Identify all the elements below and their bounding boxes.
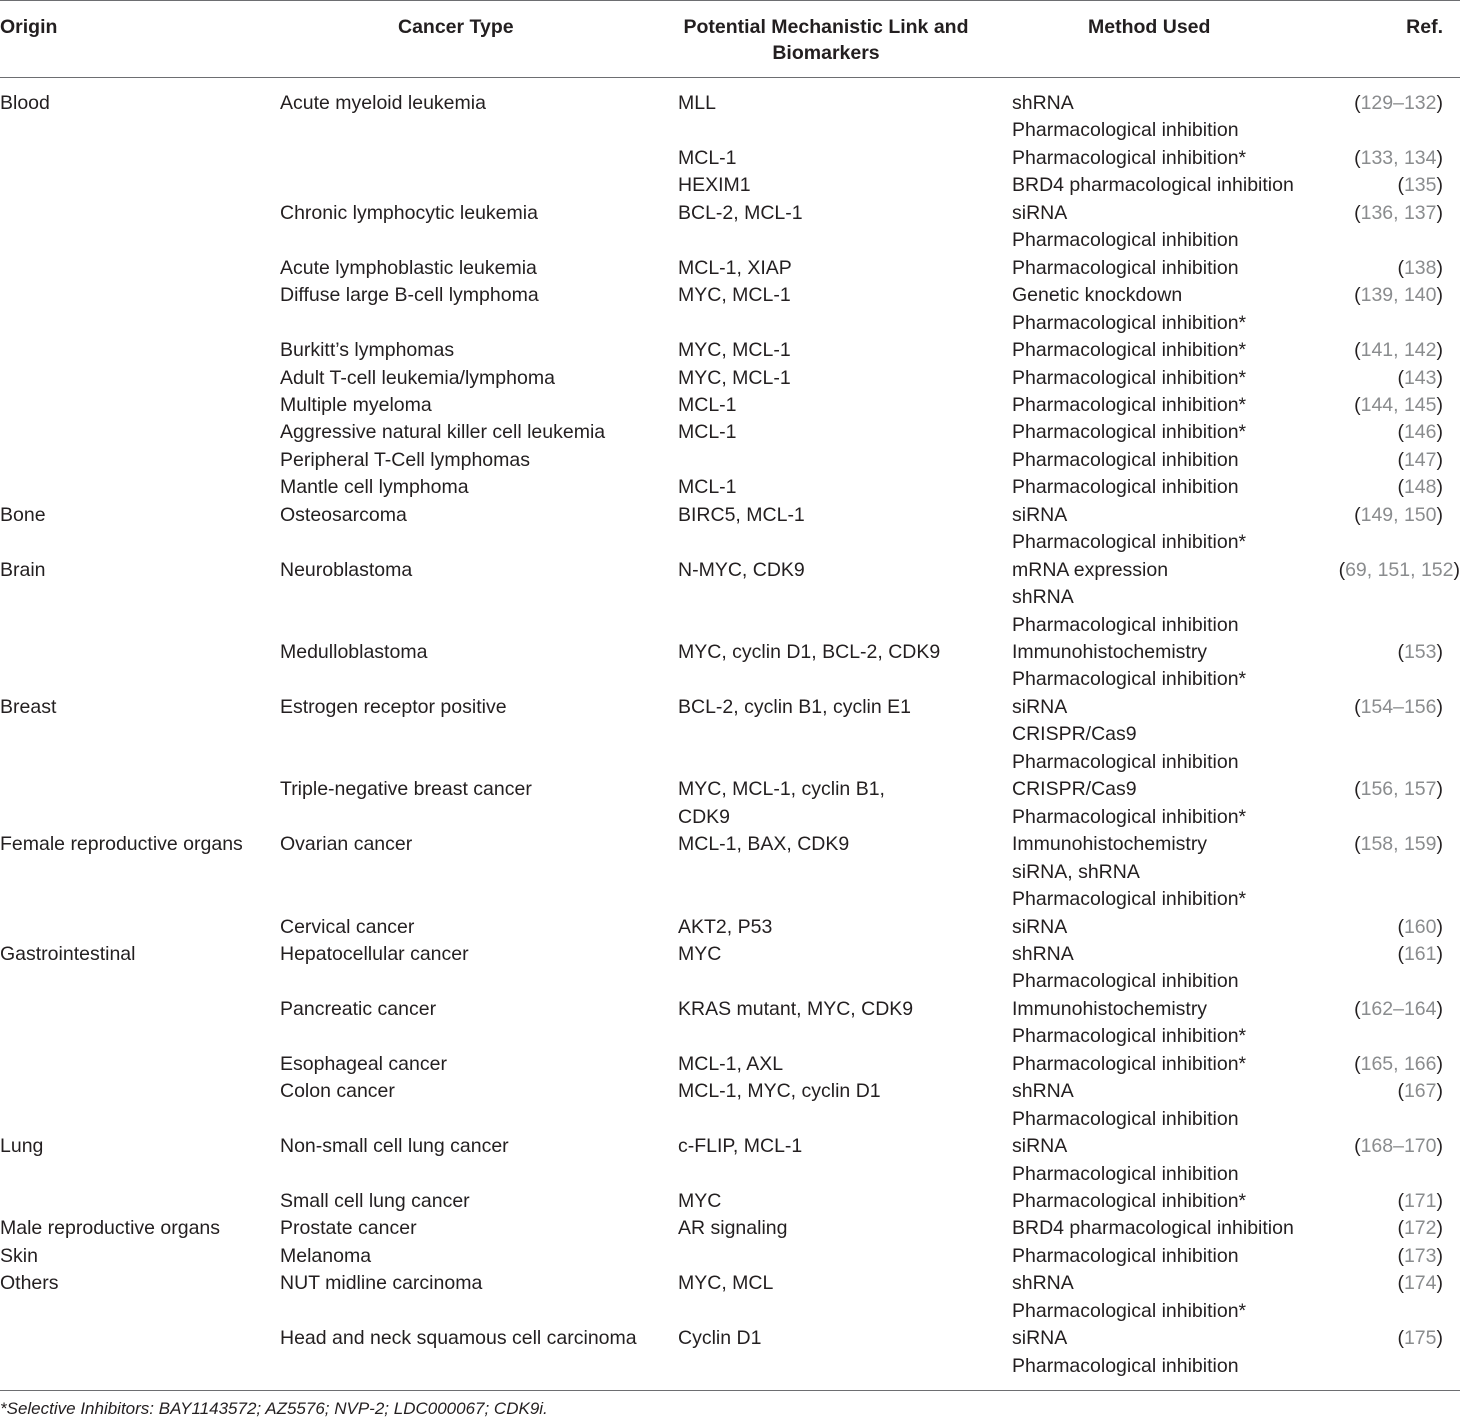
method-cell: Immunohistochemistry — [1012, 641, 1208, 663]
method-cell: Pharmacological inhibition — [1012, 613, 1239, 636]
ref-link[interactable]: 171 — [1403, 1190, 1437, 1212]
method-cell: Pharmacological inhibition — [1012, 229, 1239, 252]
ref-cell[interactable]: (173) — [1397, 1244, 1443, 1267]
ref-cell[interactable]: (149, 150) — [1354, 503, 1443, 526]
ref-cell[interactable]: (167) — [1397, 1080, 1443, 1103]
ref-link[interactable]: 147 — [1403, 448, 1437, 471]
ref-cell[interactable]: (147) — [1397, 448, 1443, 471]
ref-link[interactable]: 148 — [1403, 476, 1437, 499]
ref-link[interactable]: 175 — [1403, 1327, 1437, 1350]
method-cell: Pharmacological inhibition* — [1012, 531, 1247, 554]
mechanistic-link-cell: MYC, cyclin D1, BCL-2, CDK9 — [678, 641, 941, 663]
method-cell: Pharmacological inhibition* — [1012, 366, 1247, 389]
method-cell: siRNA — [1012, 915, 1068, 938]
mechanistic-link-cell: MLL — [678, 92, 716, 114]
ref-link[interactable]: 144, 145 — [1360, 393, 1437, 416]
origin-cell: Blood — [0, 92, 50, 114]
mechanistic-link-cell: BCL-2, MCL-1 — [678, 201, 803, 224]
ref-link[interactable]: 69, 151, 152 — [1345, 558, 1454, 581]
mechanistic-link-cell: AR signaling — [678, 1217, 788, 1240]
header-method: Method Used — [1088, 16, 1211, 38]
method-cell: siRNA — [1012, 1135, 1068, 1158]
ref-cell[interactable]: (146) — [1397, 421, 1443, 444]
method-cell: Pharmacological inhibition — [1012, 1354, 1239, 1377]
ref-link[interactable]: 149, 150 — [1360, 503, 1437, 526]
method-cell: siRNA — [1012, 695, 1068, 718]
method-cell: shRNA — [1012, 586, 1074, 609]
method-cell: Pharmacological inhibition* — [1012, 888, 1247, 911]
method-cell: Pharmacological inhibition* — [1012, 668, 1247, 691]
ref-cell[interactable]: (160) — [1397, 915, 1443, 938]
header-cancer-type: Cancer Type — [398, 16, 514, 38]
cancer-type-cell: Diffuse large B-cell lymphoma — [280, 284, 539, 307]
origin-cell: Bone — [0, 503, 46, 526]
mechanistic-link-cell: MCL-1 — [678, 393, 737, 416]
method-cell: Pharmacological inhibition — [1012, 970, 1239, 993]
ref-link[interactable]: 138 — [1403, 256, 1437, 279]
mechanistic-link-cell: MCL-1 — [678, 476, 737, 499]
origin-cell: Breast — [0, 695, 57, 718]
ref-link[interactable]: 139, 140 — [1360, 284, 1437, 307]
ref-cell[interactable]: (162–164) — [1354, 997, 1443, 1020]
method-cell: Pharmacological inhibition — [1012, 1107, 1239, 1130]
cancer-type-cell: Head and neck squamous cell carcinoma — [280, 1327, 637, 1350]
cancer-type-cell: Neuroblastoma — [280, 558, 413, 581]
cancer-type-cell: Multiple myeloma — [280, 393, 432, 416]
method-cell: Pharmacological inhibition — [1012, 1244, 1239, 1267]
mechanistic-link-cell: KRAS mutant, MYC, CDK9 — [678, 997, 914, 1020]
method-cell: Pharmacological inhibition* — [1012, 421, 1247, 444]
ref-cell[interactable]: (136, 137) — [1354, 201, 1443, 224]
footnote: *Selective Inhibitors: BAY1143572; AZ5576; NVP-2; LDC000067; CDK9i. — [0, 1399, 548, 1418]
method-cell: shRNA — [1012, 1080, 1074, 1103]
ref-link[interactable]: 167 — [1403, 1080, 1437, 1103]
mechanistic-link-cell: AKT2, P53 — [678, 915, 773, 938]
method-cell: siRNA — [1012, 503, 1068, 526]
mechanistic-link-cell: N-MYC, CDK9 — [678, 558, 805, 581]
method-cell: siRNA, shRNA — [1012, 860, 1140, 883]
ref-link[interactable]: 135 — [1403, 174, 1437, 197]
mechanistic-link-cell: MCL-1, AXL — [678, 1052, 784, 1075]
table-header — [0, 0, 1460, 78]
ref-link[interactable]: 165, 166 — [1360, 1052, 1437, 1075]
mechanistic-link-cell: CDK9 — [678, 805, 731, 828]
cancer-type-cell: Acute lymphoblastic leukemia — [280, 256, 537, 279]
ref-link[interactable]: 141, 142 — [1360, 339, 1437, 362]
cancer-type-cell: Small cell lung cancer — [280, 1190, 470, 1212]
ref-cell[interactable]: (133, 134) — [1354, 146, 1443, 169]
method-cell: siRNA — [1012, 1327, 1068, 1350]
ref-cell[interactable]: (161) — [1397, 942, 1443, 965]
ref-cell[interactable]: (139, 140) — [1354, 284, 1443, 307]
cancer-type-cell: Burkitt’s lymphomas — [280, 339, 455, 362]
method-cell: shRNA — [1012, 1272, 1074, 1295]
ref-cell[interactable]: (172) — [1397, 1217, 1443, 1240]
ref-cell[interactable]: (175) — [1397, 1327, 1443, 1350]
ref-link[interactable]: 156, 157 — [1360, 778, 1437, 801]
method-cell: Pharmacological inhibition* — [1012, 339, 1247, 362]
ref-cell[interactable]: (174) — [1397, 1272, 1443, 1295]
mechanistic-link-cell: MCL-1, BAX, CDK9 — [678, 833, 850, 856]
method-cell: Genetic knockdown — [1012, 284, 1183, 307]
mechanistic-link-cell: MYC, MCL-1 — [678, 339, 791, 362]
ref-cell[interactable]: (138) — [1397, 256, 1443, 279]
mechanistic-link-cell: MCL-1 — [678, 146, 737, 169]
cancer-type-cell: Aggressive natural killer cell leukemia — [280, 421, 606, 444]
header-origin: Origin — [0, 16, 58, 38]
method-cell: Pharmacological inhibition — [1012, 256, 1239, 279]
ref-cell[interactable]: (129–132) — [1354, 92, 1443, 114]
cancer-type-cell: Colon cancer — [280, 1080, 395, 1103]
method-cell: shRNA — [1012, 92, 1074, 114]
method-cell: Immunohistochemistry — [1012, 997, 1208, 1020]
ref-link[interactable]: 160 — [1403, 915, 1437, 938]
cancer-type-cell: Medulloblastoma — [280, 641, 428, 663]
ref-link[interactable]: 173 — [1403, 1244, 1437, 1267]
method-cell: Pharmacological inhibition* — [1012, 1052, 1247, 1075]
cancer-type-cell: Pancreatic cancer — [280, 997, 437, 1020]
mechanistic-link-cell: MYC — [678, 1190, 722, 1212]
mechanistic-link-cell: MYC, MCL-1 — [678, 284, 791, 307]
ref-cell[interactable]: (144, 145) — [1354, 393, 1443, 416]
mechanistic-link-cell: MYC, MCL-1 — [678, 366, 791, 389]
ref-cell[interactable]: (69, 151, 152) — [1338, 558, 1460, 581]
cancer-type-cell: NUT midline carcinoma — [280, 1272, 483, 1295]
ref-link[interactable]: 129–132 — [1360, 92, 1437, 114]
ref-link[interactable]: 153 — [1403, 641, 1437, 663]
origin-cell: Gastrointestinal — [0, 942, 136, 965]
method-cell: BRD4 pharmacological inhibition — [1012, 1217, 1294, 1240]
ref-cell[interactable]: (171) — [1397, 1190, 1443, 1212]
mechanistic-link-cell: MCL-1 — [678, 421, 737, 444]
header-link-line1: Potential Mechanistic Link and — [683, 16, 969, 38]
ref-cell[interactable]: (156, 157) — [1354, 778, 1443, 801]
ref-cell[interactable]: (141, 142) — [1354, 339, 1443, 362]
method-cell: Pharmacological inhibition — [1012, 119, 1239, 142]
ref-link[interactable]: 146 — [1403, 421, 1437, 444]
header-ref: Ref. — [1406, 16, 1443, 38]
ref-link[interactable]: 143 — [1403, 366, 1437, 389]
ref-cell[interactable]: (168–170) — [1354, 1135, 1443, 1158]
ref-link[interactable]: 168–170 — [1360, 1135, 1437, 1158]
mechanistic-link-cell: BIRC5, MCL-1 — [678, 503, 805, 526]
origin-cell: Lung — [0, 1135, 44, 1158]
ref-link[interactable]: 133, 134 — [1360, 146, 1437, 169]
cancer-type-cell: Melanoma — [280, 1244, 372, 1267]
method-cell: Pharmacological inhibition* — [1012, 146, 1247, 169]
ref-cell[interactable]: (165, 166) — [1354, 1052, 1443, 1075]
cancer-type-cell: Non-small cell lung cancer — [280, 1135, 509, 1158]
method-cell: Pharmacological inhibition — [1012, 448, 1239, 471]
method-cell: Pharmacological inhibition* — [1012, 1025, 1247, 1048]
cancer-type-cell: Osteosarcoma — [280, 503, 407, 526]
ref-link[interactable]: 136, 137 — [1360, 201, 1437, 224]
mechanistic-link-cell: c-FLIP, MCL-1 — [678, 1135, 803, 1158]
method-cell: siRNA — [1012, 201, 1068, 224]
cancer-type-cell: Acute myeloid leukemia — [280, 92, 486, 114]
method-cell: Pharmacological inhibition* — [1012, 805, 1247, 828]
cancer-type-cell: Peripheral T-Cell lymphomas — [280, 448, 530, 471]
cancer-type-cell: Esophageal cancer — [280, 1052, 447, 1075]
method-cell: CRISPR/Cas9 — [1012, 778, 1137, 801]
method-cell: Pharmacological inhibition — [1012, 750, 1239, 773]
ref-cell[interactable]: (148) — [1397, 476, 1443, 499]
origin-cell: Male reproductive organs — [0, 1217, 221, 1240]
mechanistic-link-cell: HEXIM1 — [678, 174, 751, 197]
header-mechanistic-link — [678, 14, 974, 66]
cancer-type-cell: Prostate cancer — [280, 1217, 417, 1240]
mechanistic-link-cell: Cyclin D1 — [678, 1327, 762, 1350]
method-cell: Pharmacological inhibition — [1012, 1162, 1239, 1185]
cancer-type-cell: Triple-negative breast cancer — [280, 778, 532, 801]
mechanistic-link-cell: MYC, MCL — [678, 1272, 774, 1295]
ref-cell[interactable]: (153) — [1397, 641, 1443, 663]
method-cell: mRNA expression — [1012, 558, 1169, 581]
header-link-line2: Biomarkers — [772, 42, 880, 64]
origin-cell: Others — [0, 1272, 59, 1295]
method-cell: Immunohistochemistry — [1012, 833, 1208, 856]
origin-cell: Female reproductive organs — [0, 833, 243, 856]
cancer-type-cell: Chronic lymphocytic leukemia — [280, 201, 538, 224]
ref-link[interactable]: 158, 159 — [1360, 833, 1437, 856]
mechanistic-link-cell: MCL-1, MYC, cyclin D1 — [678, 1080, 881, 1103]
ref-link[interactable]: 162–164 — [1360, 997, 1437, 1020]
cancer-type-cell: Hepatocellular cancer — [280, 942, 469, 965]
ref-link[interactable]: 174 — [1403, 1272, 1437, 1295]
method-cell: Pharmacological inhibition* — [1012, 1299, 1247, 1322]
cancer-type-cell: Cervical cancer — [280, 915, 415, 938]
footnote-divider — [0, 1390, 1460, 1391]
mechanistic-link-cell: BCL-2, cyclin B1, cyclin E1 — [678, 695, 912, 718]
ref-cell[interactable]: (143) — [1397, 366, 1443, 389]
method-cell: Pharmacological inhibition* — [1012, 311, 1247, 334]
mechanistic-link-cell: MCL-1, XIAP — [678, 256, 792, 279]
method-cell: shRNA — [1012, 942, 1074, 965]
cancer-type-cell: Adult T-cell leukemia/lymphoma — [280, 366, 555, 389]
ref-cell[interactable]: (135) — [1397, 174, 1443, 197]
mechanistic-link-cell: MYC — [678, 942, 722, 965]
ref-link[interactable]: 154–156 — [1360, 695, 1437, 718]
cancer-type-cell: Estrogen receptor positive — [280, 695, 507, 718]
ref-link[interactable]: 172 — [1403, 1217, 1437, 1240]
origin-cell: Skin — [0, 1244, 38, 1267]
origin-cell: Brain — [0, 558, 46, 581]
method-cell: Pharmacological inhibition* — [1012, 1190, 1247, 1212]
method-cell: BRD4 pharmacological inhibition — [1012, 174, 1294, 197]
ref-cell[interactable]: (158, 159) — [1354, 833, 1443, 856]
mechanistic-link-cell: MYC, MCL-1, cyclin B1, — [678, 778, 885, 801]
cancer-type-cell: Mantle cell lymphoma — [280, 476, 469, 499]
ref-cell[interactable]: (154–156) — [1354, 695, 1443, 718]
method-cell: Pharmacological inhibition* — [1012, 393, 1247, 416]
cancer-type-cell: Ovarian cancer — [280, 833, 413, 856]
ref-link[interactable]: 161 — [1403, 942, 1437, 965]
method-cell: CRISPR/Cas9 — [1012, 723, 1137, 746]
method-cell: Pharmacological inhibition — [1012, 476, 1239, 499]
